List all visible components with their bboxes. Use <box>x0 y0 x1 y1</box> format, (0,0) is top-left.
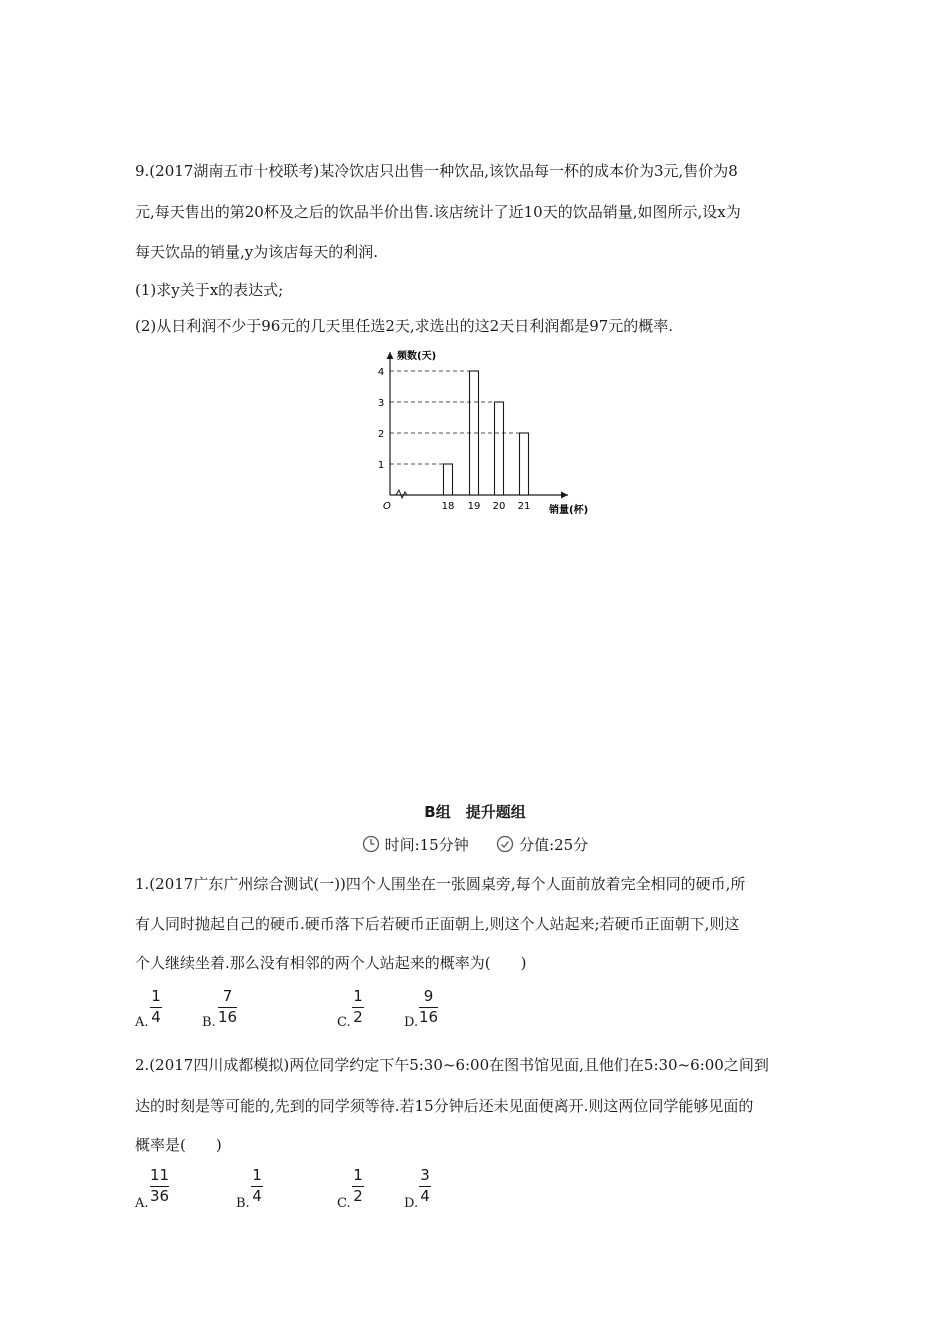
y-tick-label: 4 <box>377 367 385 378</box>
y-tick-label: 3 <box>377 398 385 409</box>
sales-frequency-chart <box>350 342 610 522</box>
q9-text-line-2: 元,每天售出的第20杯及之后的饮品半价出售.该店统计了近10天的饮品销量,如图所示,设x为 <box>135 203 741 221</box>
b1-text-line-3: 个人继续坐着.那么没有相邻的两个人站起来的概率为( ) <box>135 954 527 972</box>
origin-label: O <box>383 501 391 512</box>
q9-part-1: (1)求y关于x的表达式; <box>135 281 284 299</box>
b2-text-line-2: 达的时刻是等可能的,先到的同学须等待.若15分钟后还未见面便离开.则这两位同学能够见面的 <box>135 1097 754 1115</box>
b1-text-line-1: 1.(2017广东广州综合测试(一))四个人围坐在一张圆桌旁,每个人面前放着完全相同的硬币,所 <box>135 875 746 893</box>
clock-icon <box>362 835 380 857</box>
y-axis-label: 频数(天) <box>397 351 437 362</box>
b2-text-line-1: 2.(2017四川成都模拟)两位同学约定下午5:30~6:00在图书馆见面,且他们在5:30~6:00之间到 <box>135 1056 769 1074</box>
x-tick-label: 18 <box>441 501 455 512</box>
bar <box>495 402 504 495</box>
section-b-title: B组 提升题组 <box>424 803 526 821</box>
b1-text-line-2: 有人同时抛起自己的硬币.硬币落下后若硬币正面朝上,则这个人站起来;若硬币正面朝下,则这 <box>135 915 740 933</box>
axis-break-icon <box>396 490 407 498</box>
x-tick-label: 20 <box>492 501 506 512</box>
x-tick-label: 21 <box>517 501 531 512</box>
bar <box>520 433 529 495</box>
time-label: 时间:15分钟 <box>384 836 469 854</box>
q9-text-line-3: 每天饮品的销量,y为该店每天的利润. <box>135 243 379 261</box>
bar <box>444 464 453 495</box>
score-label: 分值:25分 <box>519 836 589 854</box>
check-circle-icon <box>496 835 514 857</box>
q9-part-2: (2)从日利润不少于96元的几天里任选2天,求选出的这2天日利润都是97元的概率. <box>135 317 674 335</box>
y-tick-label: 2 <box>377 429 385 440</box>
x-axis-label: 销量(杯) <box>549 505 589 516</box>
y-tick-label: 1 <box>377 460 385 471</box>
section-b-meta <box>0 834 950 857</box>
x-tick-label: 19 <box>467 501 481 512</box>
b2-text-line-3: 概率是( ) <box>135 1136 222 1154</box>
q9-text-line-1: 9.(2017湖南五市十校联考)某冷饮店只出售一种饮品,该饮品每一杯的成本价为3元,售价为8 <box>135 162 738 180</box>
